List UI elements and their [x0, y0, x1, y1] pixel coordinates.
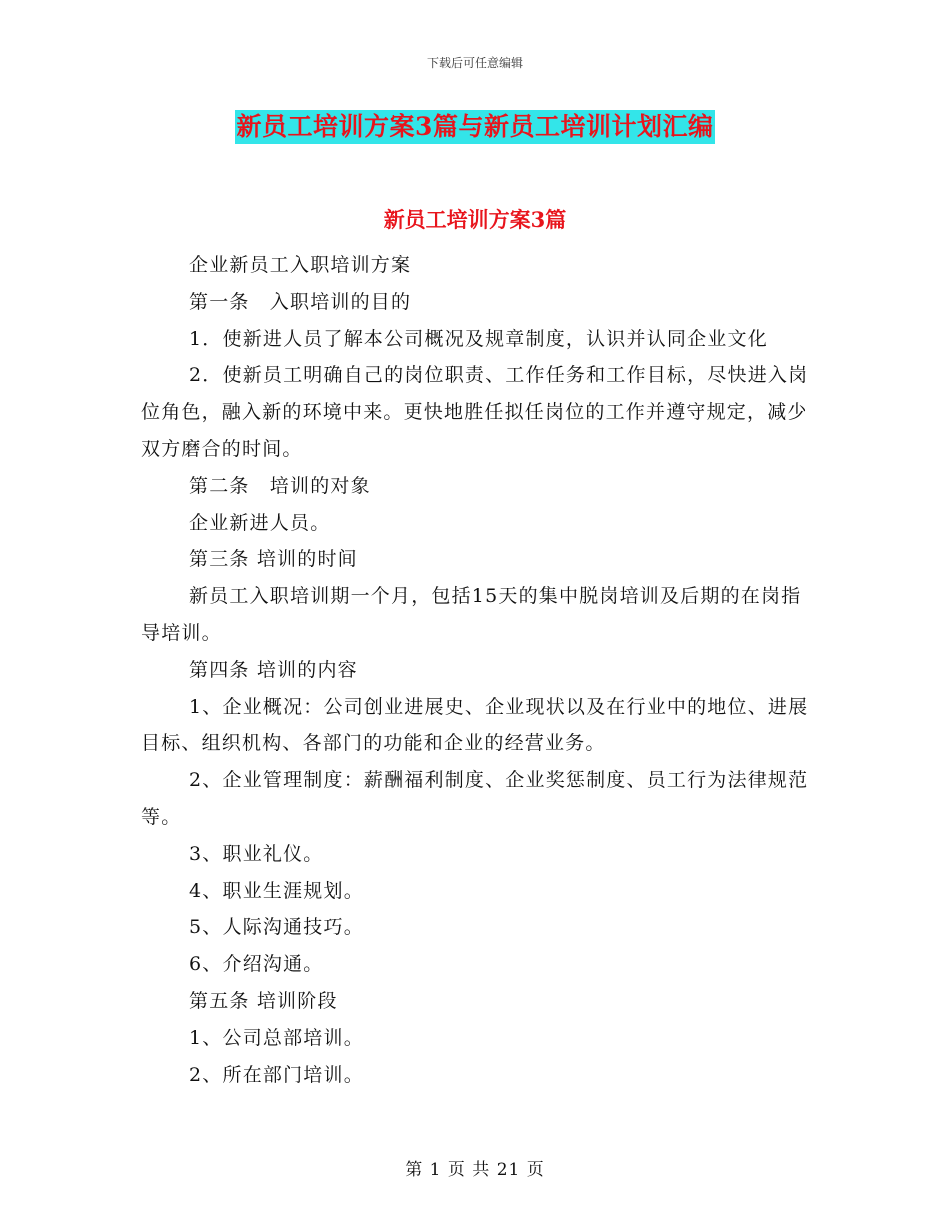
paragraph: 1、公司总部培训。 — [189, 1026, 364, 1049]
header-note: 下载后可任意编辑 — [426, 56, 523, 70]
paragraph: 第二条 培训的对象 — [189, 474, 371, 497]
paragraph: 2、企业管理制度：薪酬福利制度、企业奖惩制度、员工行为法律规范等。 — [141, 769, 809, 828]
section-title: 新员工培训方案3篇 — [383, 207, 567, 232]
paragraph: 第五条 培训阶段 — [189, 989, 338, 1012]
paragraph: 第四条 培训的内容 — [189, 658, 358, 681]
paragraph: 企业新进人员。 — [189, 511, 331, 534]
paragraph: 新员工入职培训期一个月，包括15天的集中脱岗培训及后期的在岗指导培训。 — [141, 585, 802, 644]
paragraph: 6、介绍沟通。 — [189, 953, 324, 976]
main-title — [0, 110, 950, 144]
paragraph: 2．使新员工明确自己的岗位职责、工作任务和工作目标，尽快进入岗位角色，融入新的环境中来。更快地胜任拟任岗位的工作并遵守规定，减少双方磨合的时间。 — [141, 364, 809, 460]
body-text — [141, 247, 809, 1093]
paragraph: 1．使新进人员了解本公司概况及规章制度，认识并认同企业文化 — [189, 327, 768, 350]
paragraph: 5、人际沟通技巧。 — [189, 916, 364, 939]
paragraph: 4、职业生涯规划。 — [189, 879, 364, 902]
main-title-text: 新员工培训方案3篇与新员工培训计划汇编 — [235, 110, 716, 144]
paragraph: 企业新员工入职培训方案 — [189, 254, 412, 276]
page-footer: 第 1 页 共 21 页 — [405, 1160, 545, 1180]
paragraph: 1、企业概况：公司创业进展史、企业现状以及在行业中的地位、进展目标、组织机构、各部门的功能和企业的经营业务。 — [141, 695, 809, 755]
paragraph: 第三条 培训的时间 — [189, 548, 358, 571]
paragraph: 3、职业礼仪。 — [189, 842, 324, 865]
paragraph: 2、所在部门培训。 — [189, 1063, 364, 1086]
paragraph: 第一条 入职培训的目的 — [189, 290, 412, 313]
